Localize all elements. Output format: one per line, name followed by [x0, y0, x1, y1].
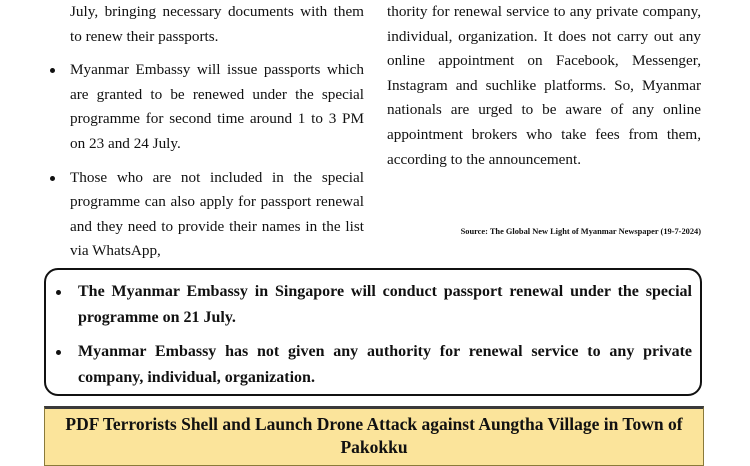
right-column-text: thority for renewal service to any private company, individual, organization. It does not carry out any online appointment on Facebook, Messenger, Instagram and suchlike platforms. So, Myanmar nationals are urged to be aware of any online appointment brokers who take fees from them, according to the announcement.: [387, 3, 701, 168]
highlight-box: [44, 268, 702, 396]
highlight-bullet-list: [46, 270, 700, 391]
left-column: [48, 0, 364, 264]
left-bullet-item: Myanmar Embassy will issue passports which are granted to be renewed under the special programme for second time around 1 to 3 PM on 23 and 24 July.: [48, 58, 364, 156]
next-article-headline: PDF Terrorists Shell and Launch Drone Attack against Aungtha Village in Town of Pakokku: [44, 406, 704, 466]
right-column: [387, 0, 701, 172]
highlight-bullet-item: The Myanmar Embassy in Singapore will conduct passport renewal under the special programme on 21 July.: [78, 279, 692, 331]
left-continuation-text: July, bringing necessary documents with them to renew their passports.: [70, 3, 364, 45]
highlight-bullet-item: Myanmar Embassy has not given any authority for renewal service to any private company, individual, organization.: [78, 339, 692, 391]
left-bullet-item: Those who are not included in the special programme can also apply for passport renewal and they need to provide their names in the list via WhatsApp,: [48, 166, 364, 264]
source-citation: Source: The Global New Light of Myanmar Newspaper (19-7-2024): [460, 227, 701, 236]
left-bullet-list: [48, 58, 364, 264]
